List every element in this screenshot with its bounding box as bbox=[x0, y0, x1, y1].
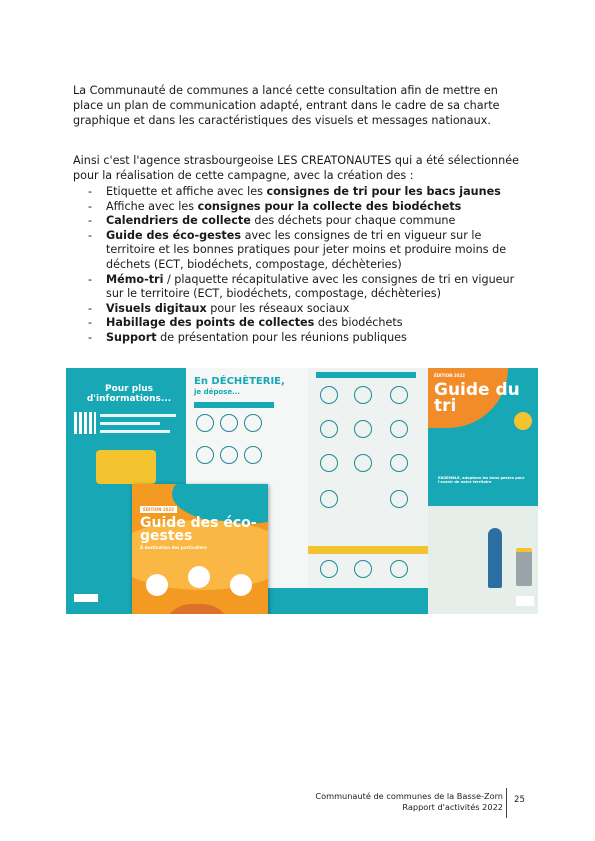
cover-edition: ÉDITION 2022 bbox=[140, 506, 177, 513]
qr-code-icon bbox=[74, 412, 96, 434]
footer bbox=[315, 791, 503, 813]
footer-report: Rapport d'activités 2022 bbox=[402, 802, 503, 812]
leaf-icon bbox=[514, 412, 532, 430]
footer-divider bbox=[506, 788, 507, 818]
basse-zorn-logo bbox=[516, 596, 534, 606]
footer-org: Communauté de communes de la Basse-Zorn bbox=[315, 791, 503, 801]
person-illustration bbox=[488, 528, 502, 588]
page-number: 25 bbox=[514, 795, 525, 805]
list-item: - Guide des éco-gestes avec les consignes de tri en vigueur sur le territoire et les bonnes pratiques pour jeter moins et produire moins de déchets (ECT, biodéchets, compostage, déchèteries) bbox=[88, 229, 528, 273]
deliverables-list bbox=[88, 185, 528, 346]
cover-subtitle: À destination des particuliers bbox=[140, 545, 207, 550]
list-item: - Affiche avec les consignes pour la collecte des biodéchets bbox=[88, 200, 528, 215]
list-item: - Habillage des points de collectes des biodéchets bbox=[88, 316, 528, 331]
cover-title: Guide des éco-gestes bbox=[140, 515, 257, 544]
list-item: - Calendriers de collecte des déchets pour chaque commune bbox=[88, 214, 528, 229]
eco-gestes-cover bbox=[132, 484, 268, 614]
list-item: - Etiquette et affiche avec les consignes de tri pour les bacs jaunes bbox=[88, 185, 528, 200]
info-panel-title: Pour plus d'informations... bbox=[86, 384, 172, 404]
bin-circle-icon bbox=[230, 574, 252, 596]
intro-paragraph: La Communauté de communes a lancé cette consultation afin de mettre en place un plan de communication adapté, entrant dans le cadre de sa charte graphique et dans les caractéristiques des visuels et messages nationaux. bbox=[73, 84, 500, 127]
bin-circle-icon bbox=[188, 566, 210, 588]
list-item: - Mémo-tri / plaquette récapitulative avec les consignes de tri en vigueur sur le territoire (ECT, biodéchets, compostage, déchèteries) bbox=[88, 273, 528, 302]
bin-circle-icon bbox=[146, 574, 168, 596]
partner-logo bbox=[74, 594, 98, 602]
bin-illustration bbox=[516, 548, 532, 586]
decheterie-subtitle: je dépose... bbox=[194, 388, 241, 396]
agency-paragraph: Ainsi c'est l'agence strasbourgeoise LES CREATONAUTES qui a été sélectionnée pour la réalisation de cette campagne, avec la création des : bbox=[73, 154, 519, 182]
list-item: - Visuels digitaux pour les réseaux sociaux bbox=[88, 302, 528, 317]
guide-edition: ÉDITION 2022 bbox=[434, 373, 466, 378]
sofa-illustration bbox=[96, 450, 156, 484]
decheterie-title: En DÉCHÈTERIE, bbox=[194, 376, 285, 387]
family-illustration bbox=[162, 604, 232, 614]
waste-categories-panel bbox=[308, 368, 428, 614]
guide-du-tri-panel bbox=[428, 368, 538, 614]
guide-title: Guide du tri bbox=[434, 380, 520, 416]
communication-materials-image bbox=[66, 368, 538, 614]
guide-tagline: ENSEMBLE, adoptons les bons gestes pour l'avenir de notre territoire bbox=[438, 476, 525, 485]
list-item: - Support de présentation pour les réunions publiques bbox=[88, 331, 528, 346]
